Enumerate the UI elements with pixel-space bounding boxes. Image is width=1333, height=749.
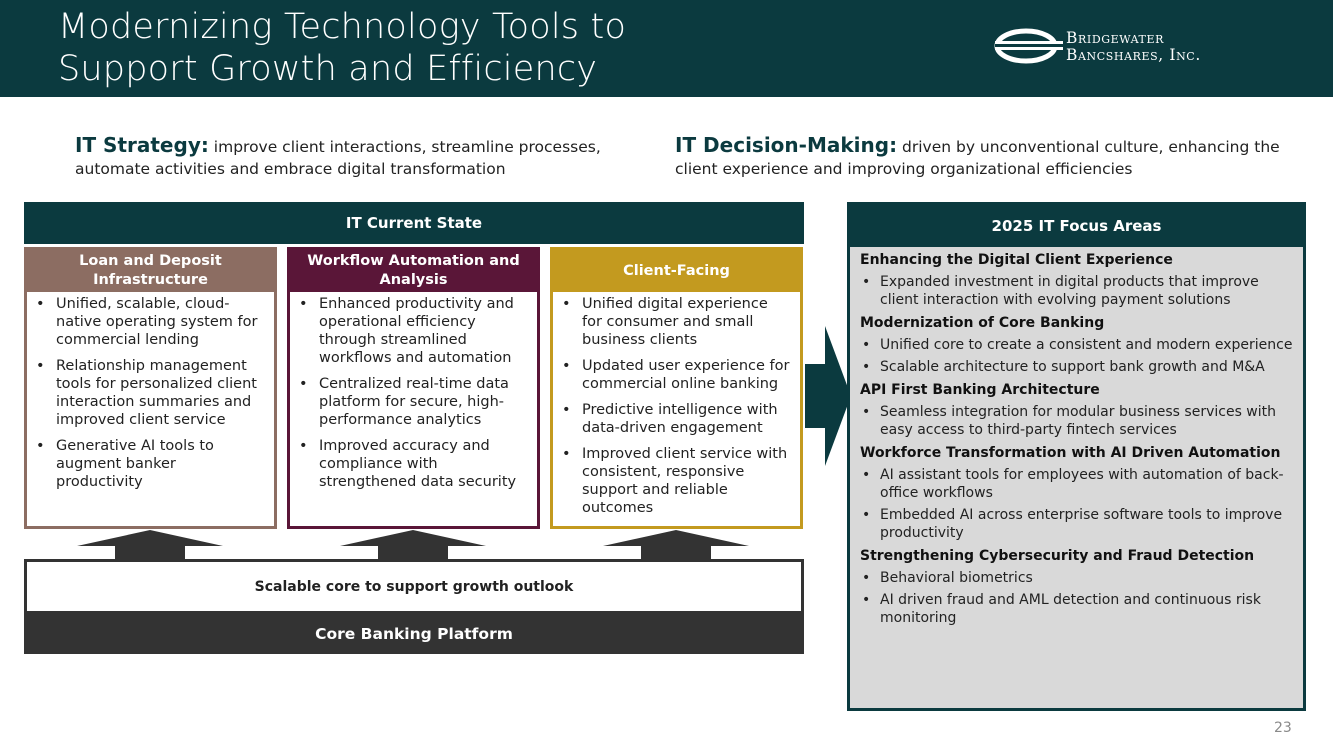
focus-areas-body	[850, 247, 1303, 627]
focus-section	[860, 315, 1293, 376]
focus-section-list	[860, 336, 1293, 376]
list-item: • AI driven fraud and AML detection and continuous risk monitoring	[860, 591, 1293, 627]
it-decision-lead: IT Decision-Making:	[675, 133, 898, 157]
loan-deposit-list	[27, 292, 274, 491]
focus-section	[860, 445, 1293, 542]
logo-text	[1066, 30, 1201, 64]
list-item: • Relationship management tools for personalized client interaction summaries and improved client service	[33, 357, 266, 429]
header-bar	[0, 0, 1333, 97]
current-state-header: IT Current State	[24, 202, 804, 244]
focus-section-list	[860, 403, 1293, 439]
scalable-core-box: Scalable core to support growth outlook	[24, 559, 804, 614]
title-line-2: Support Growth and Efficiency	[58, 49, 598, 89]
focus-section-list	[860, 569, 1293, 627]
title-line-1: Modernizing Technology Tools to	[58, 7, 627, 47]
focus-section	[860, 252, 1293, 309]
it-decision-text: driven by unconventional culture, enhancing the client experience and improving organizational efficiencies	[675, 138, 1280, 178]
focus-areas-header: 2025 IT Focus Areas	[850, 205, 1303, 247]
workflow-list	[290, 292, 537, 491]
up-arrow-icon	[340, 530, 486, 560]
list-item: • Unified digital experience for consumer and small business clients	[559, 295, 792, 349]
list-item: • Scalable architecture to support bank growth and M&A	[860, 358, 1293, 376]
focus-section-title: Workforce Transformation with AI Driven Automation	[860, 445, 1281, 461]
workflow-title: Workflow Automation and Analysis	[290, 250, 537, 292]
focus-section-title: API First Banking Architecture	[860, 382, 1100, 398]
focus-section-title: Modernization of Core Banking	[860, 315, 1105, 331]
focus-section-list	[860, 466, 1293, 542]
up-arrow-icon	[77, 530, 223, 560]
list-item: • Embedded AI across enterprise software tools to improve productivity	[860, 506, 1293, 542]
list-item: • Updated user experience for commercial online banking	[559, 357, 792, 393]
company-logo	[993, 26, 1293, 70]
list-item: • Enhanced productivity and operational efficiency through streamlined workflows and automation	[296, 295, 529, 367]
client-facing-list	[553, 292, 800, 517]
focus-areas-panel	[847, 202, 1306, 711]
list-item: • Unified, scalable, cloud-native operating system for commercial lending	[33, 295, 266, 349]
focus-section-title: Enhancing the Digital Client Experience	[860, 252, 1173, 268]
list-item: • Seamless integration for modular business services with easy access to third-party fintech services	[860, 403, 1293, 439]
page-title	[58, 6, 626, 90]
list-item: • AI assistant tools for employees with automation of back-office workflows	[860, 466, 1293, 502]
focus-section	[860, 548, 1293, 627]
focus-section-title: Strengthening Cybersecurity and Fraud Detection	[860, 548, 1255, 564]
focus-section-list	[860, 273, 1293, 309]
list-item: • Improved accuracy and compliance with strengthened data security	[296, 437, 529, 491]
logo-line-2: Bancshares, Inc.	[1066, 46, 1201, 64]
list-item: • Expanded investment in digital products that improve client interaction with evolving payment solutions	[860, 273, 1293, 309]
client-facing-title: Client-Facing	[553, 250, 800, 292]
core-banking-platform: Core Banking Platform	[24, 614, 804, 654]
loan-deposit-column	[24, 247, 277, 529]
list-item: • Centralized real-time data platform for secure, high-performance analytics	[296, 375, 529, 429]
list-item: • Behavioral biometrics	[860, 569, 1293, 587]
loan-deposit-title: Loan and Deposit Infrastructure	[27, 250, 274, 292]
list-item: • Unified core to create a consistent and modern experience	[860, 336, 1293, 354]
list-item: • Improved client service with consistent, responsive support and reliable outcomes	[559, 445, 792, 517]
client-facing-column	[550, 247, 803, 529]
it-strategy-text: improve client interactions, streamline processes, automate activities and embrace digital transformation	[75, 138, 601, 178]
logo-line-1: Bridgewater	[1066, 29, 1165, 47]
page-number: 23	[1274, 720, 1292, 736]
focus-section	[860, 382, 1293, 439]
list-item: • Generative AI tools to augment banker productivity	[33, 437, 266, 491]
it-strategy-lead: IT Strategy:	[75, 133, 209, 157]
right-arrow-icon	[805, 326, 851, 466]
logo-mark-icon	[993, 26, 1067, 66]
workflow-column	[287, 247, 540, 529]
it-strategy-statement	[75, 134, 635, 180]
up-arrow-icon	[603, 530, 749, 560]
list-item: • Predictive intelligence with data-driven engagement	[559, 401, 792, 437]
it-decision-statement	[675, 134, 1295, 180]
